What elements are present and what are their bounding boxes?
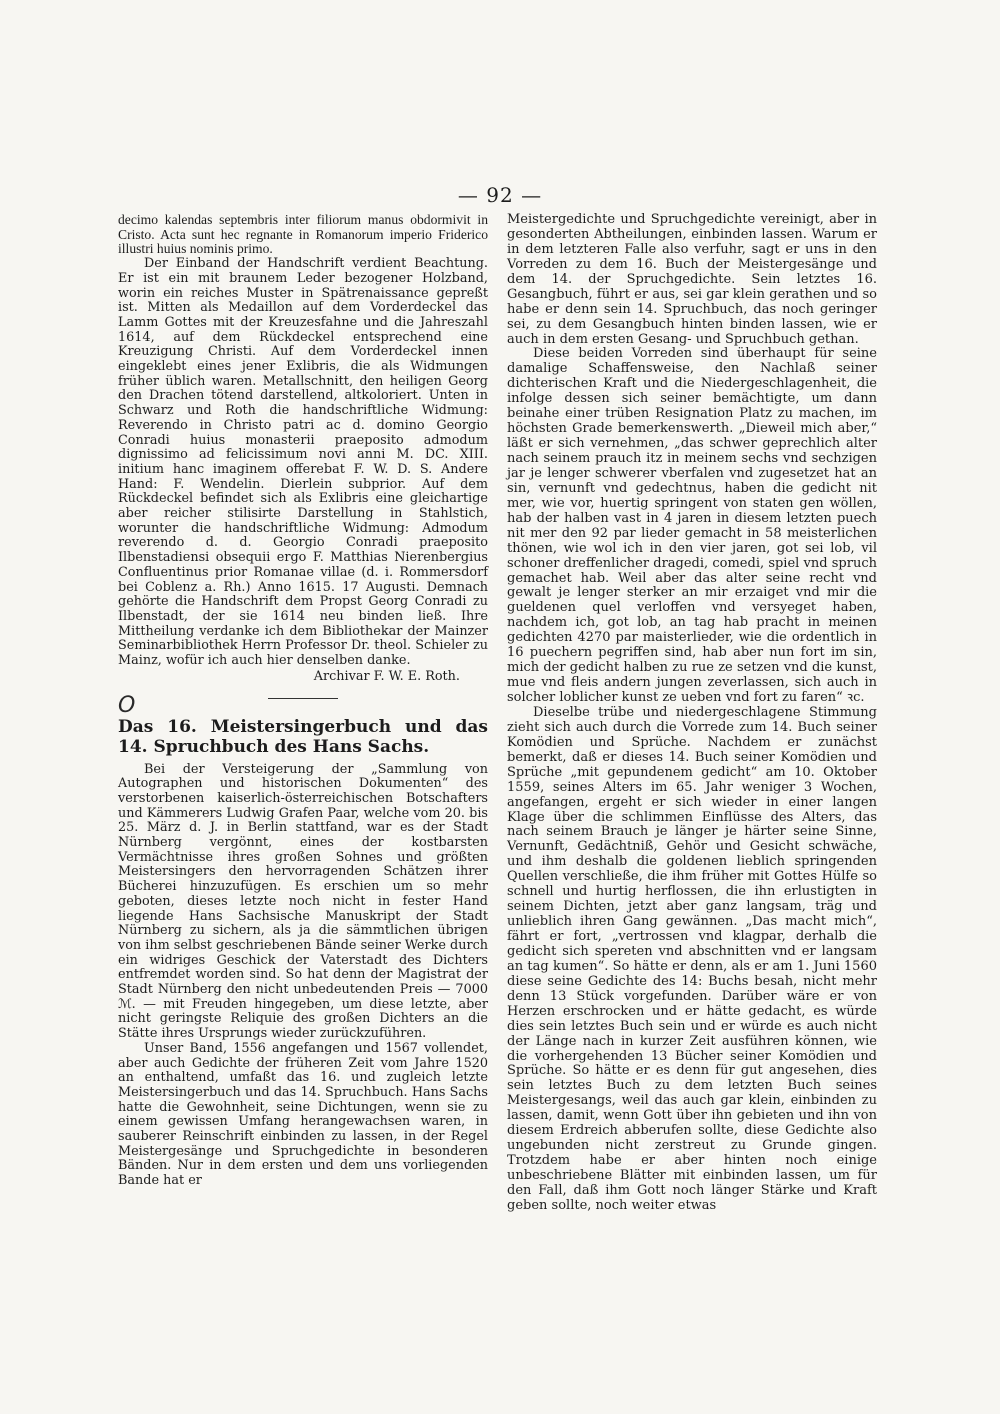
prefaces-paragraph: Diese beiden Vorreden sind überhaupt für seine damalige Schaffensweise, den Nachlaß seiner dichterischen Kraft und die Niedergeschlagenheit, die infolge dessen sich seiner bemächtigte, um dann beinahe einer trüben Resignation Platz zu machen, im höchsten Grade bemerkenswerth. „Dieweil mich aber,“ läßt er sich vernehmen, „das schwer geprechlich alter nach seinem prauch itz in meinem sechs vnd sechzigen jar je lenger schwerer vberfalen vnd zugesetzet hat an sin, vernunft vnd gedechtnus, haben die gedicht nit mer, wie vor, huertig springent von staten gen wöllen, hab der halben vast in 4 jaren in diesem letzten puech nit mer den 92 par lieder gemacht in 58 meisterlichen thönen, wie wol ich in den vier jaren, got sei lob, vil schoner dreffenlicher dragedi, comedi, spiel vnd spruch gemachet hab. Weil aber das alter seine recht vnd gewalt je lenger sterker an mir erzaiget vnd mir die gueldenen quel verloffen vnd versyeget haben, nachdem ich, got lob, an tag hab pracht in meinen gedichten 4270 par maisterlieder, wie die ordentlich in 16 puechern pegriffen sind, hab aber nun fort im sin, mich der gedicht halben zu rue ze setzen vnd die kunst, mue vnd fleis andern jungen zeverlassen, sich auch in solcher loblicher kunst ze ueben vnd fort zu faren“ ꝛc. (507, 346, 877, 705)
author-signature: Archivar F. W. E. Roth. (313, 668, 460, 684)
article-heading: Das 16. Meistersingerbuch und das 14. Spruchbuch des Hans Sachs. (118, 716, 488, 757)
binding-description-paragraph: Der Einband der Handschrift verdient Beachtung. Er ist ein mit braunem Leder bezogener Holzband, worin ein reiches Muster in Spätrenaissance gepreßt ist. Mitten als Medaillon auf dem Vorderdeckel das Lamm Gottes mit der Kreuzesfahne und die Jahreszahl 1614, auf dem Rückdeckel entsprechend eine Kreuzigung Christi. Auf dem Vorderdeckel innen eingeklebt eines jener Exlibris, die als Widmungen früher üblich waren. Metallschnitt, den heiligen Georg den Drachen tötend darstellend, altkoloriert. Unten in Schwarz und Roth die handschriftliche Widmung: Reverendo in Christo patri ac d. domino Georgio Conradi huius monasterii praeposito admodum dignissimo ad felicissimum novi anni M. DC. XIII. initium hanc imaginem offerebat F. W. D. S. Andere Hand: F. Wendelin. Dierlein subprior. Auf dem Rückdeckel befindet sich als Exlibris eine gleichartige aber reicher stilisirte Darstellung in Stahlstich, worunter die handschriftliche Widmung: Admodum reverendo d. d. Georgio Conradi praeposito Ilbenstadiensi obsequii ergo F. Matthias Nierenbergius Confluentinus prior Romanae villae (d. i. Rommersdorf bei Coblenz a. Rh.) Anno 1615. 17 Augusti. Demnach gehörte die Handschrift dem Propst Georg Conradi zu Ilbenstadt, der sie 1614 neu binden ließ. Ihre Mittheilung verdanke ich dem Bibliothekar der Mainzer Seminarbibliothek Herrn Professor Dr. theol. Schieler zu Mainz, wofür ich auch hier denselben danke. (118, 256, 488, 669)
page-number: — 92 — (457, 183, 543, 207)
latin-colophon-paragraph: decimo kalendas septembris inter filiorum manus obdormivit in Cristo. Acta sunt hec regnante in Romanorum imperio Friderico illustri huius nominis primo. (118, 212, 488, 257)
left-column (118, 213, 488, 1189)
mood-paragraph: Dieselbe trübe und niedergeschlagene Stimmung zieht sich auch durch die Vorrede zum 14. Buch seiner Komödien und Sprüche. Nachdem er zunächst bemerkt, daß er dieses 14. Buch seiner Komödien und Sprüche „mit gepundenem gedicht“ am 10. Oktober 1559, seines Alters im 65. Jahr weniger 3 Wochen, angefangen, ergeht er sich wieder in einer langen Klage über die schlimmen Einflüsse des Alters, das nach seinem Brauch je länger je härter seine Sinne, Vernunft, Gedächtniß, Gehör und Gesicht schwäche, und ihm deshalb die goldenen lieblich springenden Quellen verschließe, die ihm früher mit Gottes Hülfe so schnell und hurtig herflossen, die ihn erlustigten in seinem Dichten, jetzt aber ganz langsam, träg und unlieblich ihren Gang gewännen. „Das macht mich“, fährt er fort, „vertrossen vnd klagpar, derhalb die gedicht sich spereten vnd abschnitten vnd er langsam an tag kumen“. So hätte er denn, als er am 1. Juni 1560 diese seine Gedichte des 14: Buchs besah, nicht mehr denn 13 Stück vorgefunden. Darüber wäre er von Herzen erschrocken und er hätte gedacht, es würde dies sein letztes Buch sein und er würde es auch nicht der Länge nach in kurzer Zeit ausführen können, wie die vorhergehenden 13 Bücher seiner Komödien und Sprüche. So hätte er es denn für gut angesehen, dies sein letztes Buch zu dem letzten Buch seines Meistergesangs, weil das auch gar klein, einbinden zu lassen, damit, wenn Gott über ihn gebieten und ihn von diesem Erdreich abberufen sollte, diese Gedichte also ungebunden nicht zerstreut zu Grunde gingen. Trotzdem habe er aber hinten noch einige unbeschriebene Blätter mit einbinden lassen, um für den Fall, daß ihm Gott noch länger Stärke und Kraft geben sollte, noch weiter etwas (507, 704, 877, 1213)
pencil-mark: O (118, 692, 136, 718)
right-column (507, 213, 877, 1214)
volume-paragraph: Unser Band, 1556 angefangen und 1567 vollendet, aber auch Gedichte der früheren Zeit vom Jahre 1520 an enthaltend, umfaßt das 16. und zugleich letzte Meistersingerbuch und das 14. Spruchbuch. Hans Sachs hatte die Gewohnheit, seine Dichtungen, wenn sie zu einem gewissen Umfang herangewachsen waren, in sauberer Reinschrift einbinden zu lassen, in der Regel Meistergesänge und Spruchgedichte in besonderen Bänden. Nur in dem ersten und dem uns vorliegenden Bande hat er (118, 1040, 488, 1189)
continued-paragraph: Meistergedichte und Spruchgedichte vereinigt, aber in gesonderten Abtheilungen, einbinden lassen. Warum er in dem letzteren Falle also verfuhr, sagt er uns in den Vorreden zu dem 16. Buch der Meistergesänge und dem 14. der Spruchgedichte. Sein letztes 16. Gesangbuch, führt er aus, sei gar klein gerathen und so habe er denn sein 14. Spruchbuch, das noch geringer sei, zu dem Gesangbuch hinten binden lassen, wie er auch in dem ersten Gesang- und Spruchbuch gethan. (507, 212, 877, 347)
auction-paragraph: Bei der Versteigerung der „Sammlung von Autographen und historischen Dokumenten“ des verstorbenen kaiserlich-österreichischen Botschafters und Kämmerers Ludwig Grafen Paar, welche vom 20. bis 25. März d. J. in Berlin stattfand, war es der Stadt Nürnberg vergönnt, eines der kostbarsten Vermächtnisse ihres großen Sohnes und größten Meistersingers den hervorragenden Schätzen ihrer Bücherei hinzuzufügen. Es erschien um so mehr geboten, dieses letzte noch nicht in fester Hand liegende Hans Sachsische Manuskript der Stadt Nürnberg zu sichern, als ja die sämmtlichen übrigen von ihm selbst geschriebenen Bände seiner Werke durch ein widriges Geschick der Vaterstadt des Dichters entfremdet worden sind. So hat denn der Magistrat der Stadt Nürnberg den nicht unbedeutenden Preis — 7000 ℳ. — mit Freuden hingegeben, um diese letzte, aber nicht geringste Reliquie des großen Dichters an die Stätte ihres Ursprungs wieder zurückzuführen. (118, 761, 488, 1042)
